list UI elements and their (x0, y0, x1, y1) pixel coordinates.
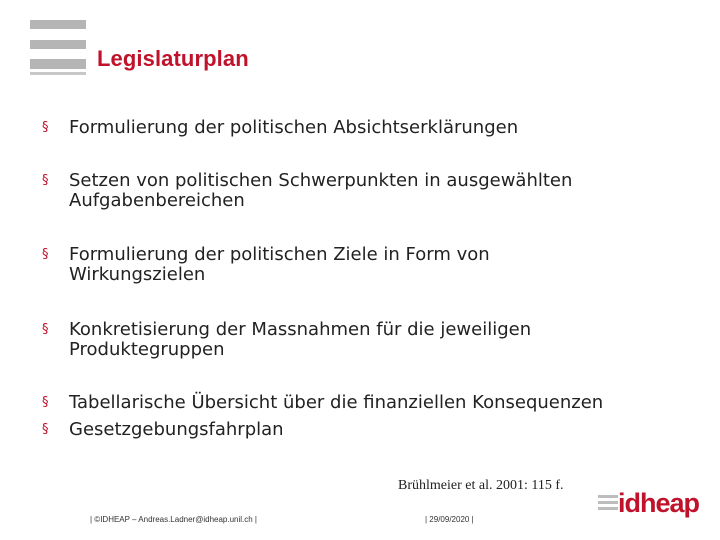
bullet-text: Gesetzgebungsfahrplan (69, 419, 284, 440)
bullet-text-line2: Produktegruppen (69, 339, 225, 360)
bullet-text-line1: Konkretisierung der Massnahmen für die jeweiligen (69, 319, 532, 340)
slide-title: Legislaturplan (97, 46, 249, 71)
bullet-text: Formulierung der politischen Absichtserklärungen (69, 117, 519, 138)
brand-lines-icon (598, 495, 618, 513)
bullet-text-line2: Wirkungszielen (69, 264, 206, 285)
bullet-marker: § (42, 322, 49, 337)
bullet-marker: § (42, 247, 49, 262)
footer-contact: | ©IDHEAP – Andreas.Ladner@idheap.unil.ch | (90, 515, 258, 524)
bullet-item (42, 171, 692, 211)
bullet-item (42, 245, 692, 285)
bullet-item (42, 118, 692, 138)
citation: Brühlmeier et al. 2001: 115 f. (398, 478, 564, 493)
bullet-item (42, 320, 692, 360)
brand-wordmark: idheap (618, 488, 700, 518)
bullet-text-line2: Aufgabenbereichen (69, 190, 245, 211)
bullet-marker: § (42, 422, 49, 437)
bullet-marker: § (42, 120, 49, 135)
footer-date: | 29/09/2020 | (425, 515, 474, 524)
idheap-logo (598, 488, 698, 522)
bullet-marker: § (42, 395, 49, 410)
bullet-text-line1: Formulierung der politischen Ziele in Form von (69, 244, 490, 265)
bullet-item (42, 393, 692, 413)
bullet-item (42, 420, 692, 440)
bullet-marker: § (42, 173, 49, 188)
bullet-text: Tabellarische Übersicht über die finanziellen Konsequenzen (69, 392, 604, 413)
bullet-text-line1: Setzen von politischen Schwerpunkten in ausgewählten (69, 170, 573, 191)
